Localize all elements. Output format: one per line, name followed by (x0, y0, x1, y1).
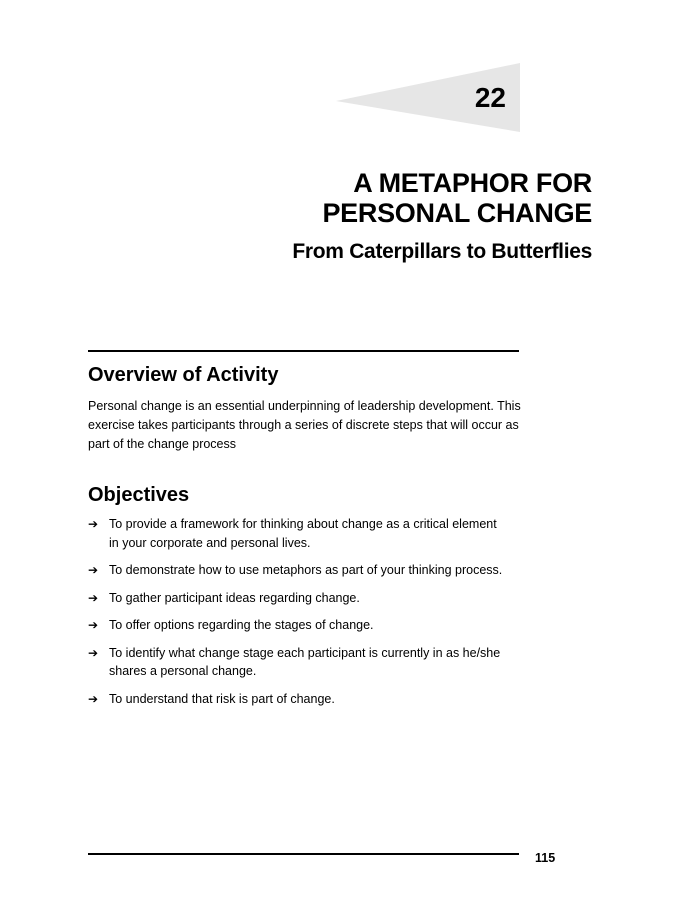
objective-item (88, 616, 508, 635)
overview-heading: Overview of Activity (88, 364, 279, 386)
objective-item (88, 561, 508, 580)
objective-item (88, 690, 508, 709)
arrow-right-icon: ➔ (88, 691, 99, 706)
overview-text: Personal change is an essential underpinning of leadership development. This exercise takes participants through a series of discrete steps that will occur as part of the change process (88, 399, 521, 451)
objectives-heading: Objectives (88, 484, 190, 506)
objective-item (88, 589, 508, 608)
arrow-right-icon: ➔ (88, 645, 99, 660)
arrow-right-icon: ➔ (88, 563, 99, 577)
chapter-tab (336, 63, 520, 132)
objective-text: To provide a framework for thinking about change as a critical element in your corporate and personal lives. (109, 517, 497, 550)
chapter-subtitle: From Caterpillars to Butterflies (292, 240, 592, 264)
objective-text: To demonstrate how to use metaphors as part of your thinking process. (109, 563, 503, 577)
arrow-right-icon: ➔ (88, 590, 99, 605)
objective-item (88, 515, 508, 552)
objective-item (88, 644, 508, 681)
objective-text: To identify what change stage each participant is currently in as he/she shares a personal change. (109, 645, 501, 678)
objective-text: To gather participant ideas regarding change. (109, 590, 360, 605)
objective-text: To understand that risk is part of change. (109, 691, 335, 706)
chapter-title-line2: PERSONAL CHANGE (322, 198, 592, 229)
page-number: 115 (535, 851, 556, 865)
chapter-title-line1: A METAPHOR FOR (353, 168, 592, 199)
chapter-title (172, 168, 592, 228)
arrow-right-icon: ➔ (88, 517, 99, 531)
chapter-number: 22 (474, 82, 506, 113)
arrow-right-icon: ➔ (88, 618, 99, 632)
objective-text: To offer options regarding the stages of change. (109, 618, 374, 632)
objectives-list (88, 515, 508, 717)
section-divider (88, 350, 519, 352)
footer-divider (88, 853, 519, 855)
